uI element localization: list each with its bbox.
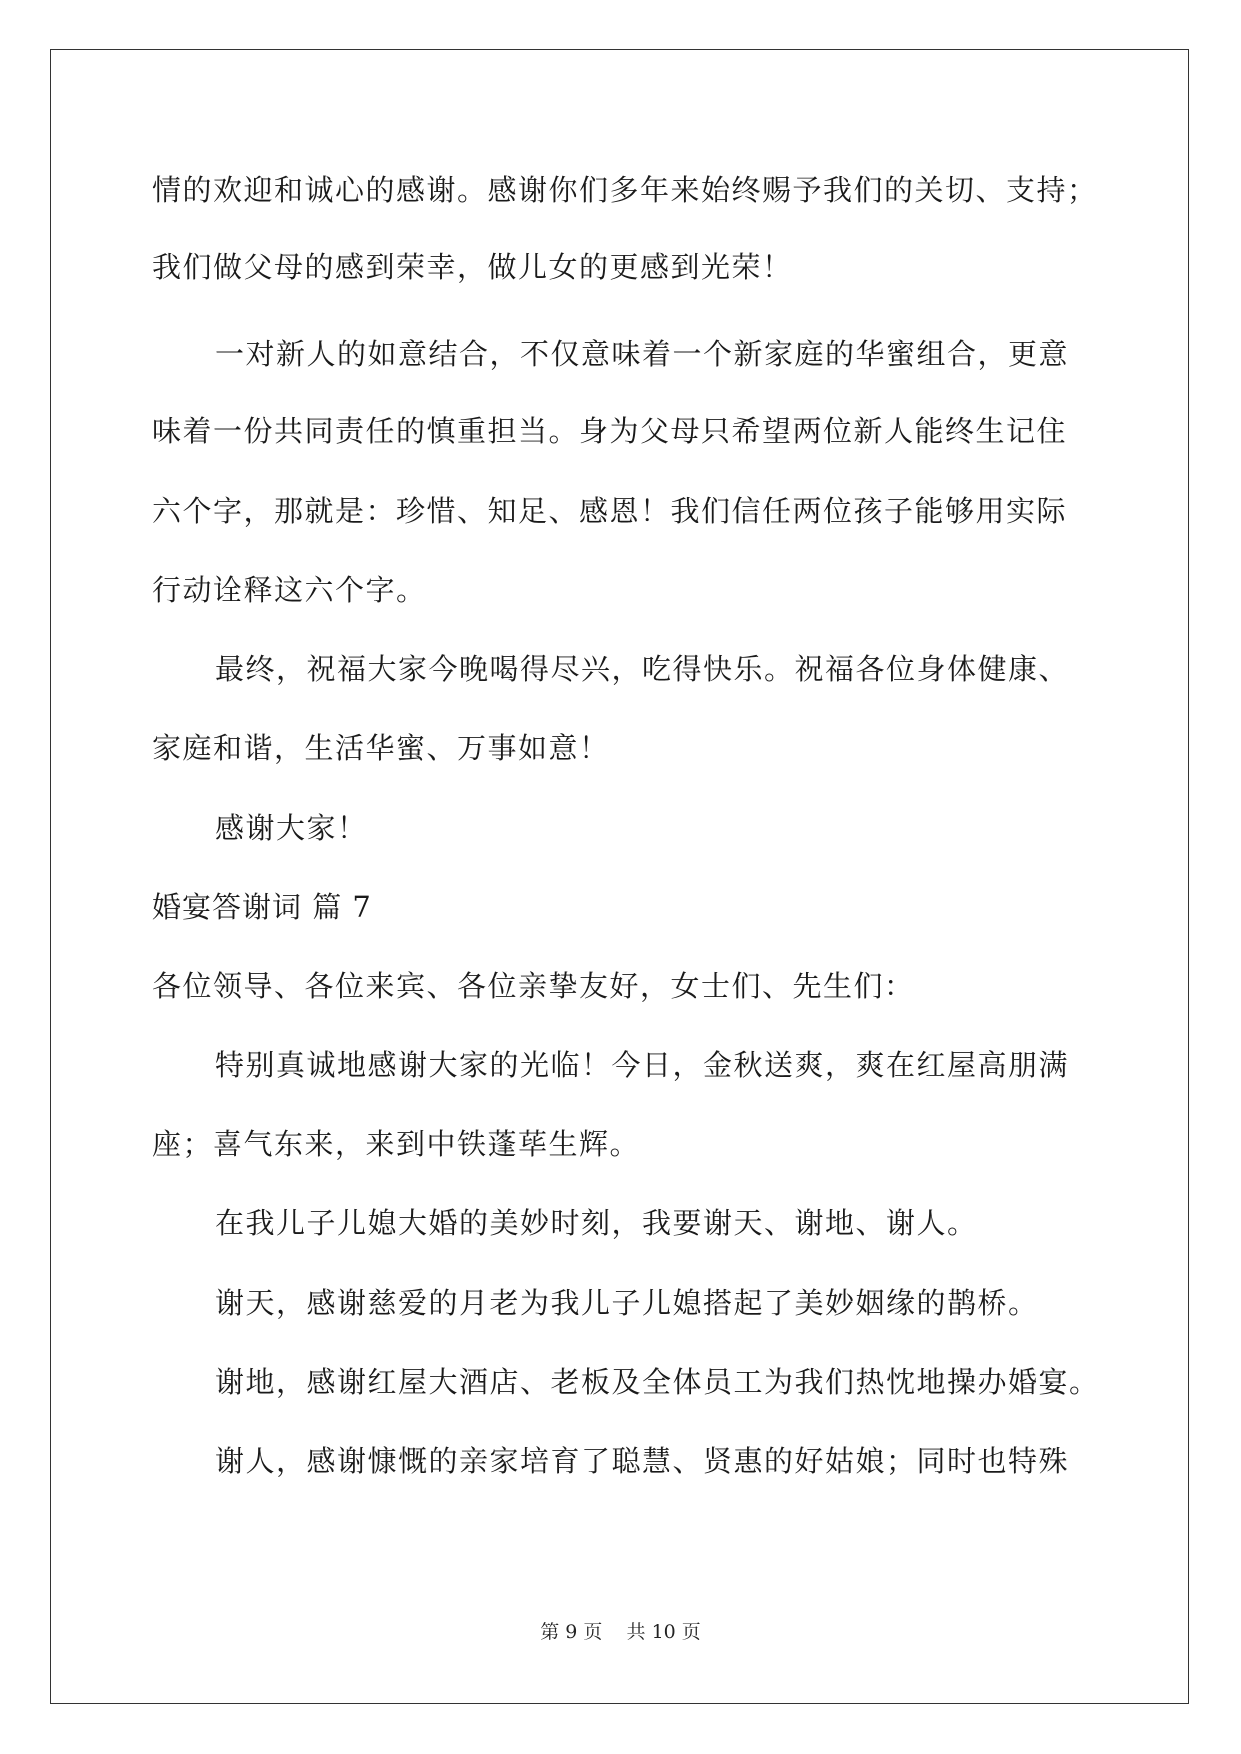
paragraph-line: 谢人，感谢慷慨的亲家培育了聪慧、贤惠的好姑娘；同时也特殊 <box>215 1444 1070 1478</box>
paragraph-line: 情的欢迎和诚心的感谢。感谢你们多年来始终赐予我们的关切、支持； <box>152 173 1098 207</box>
paragraph-line: 谢地，感谢红屋大酒店、老板及全体员工为我们热忱地操办婚宴。 <box>215 1365 1100 1399</box>
paragraph-line: 味着一份共同责任的慎重担当。身为父母只希望两位新人能终生记住 <box>152 414 1068 448</box>
paragraph-line: 感谢大家！ <box>215 811 368 845</box>
section-heading: 婚宴答谢词 篇 7 <box>152 890 372 924</box>
paragraph-line: 座；喜气东来，来到中铁蓬荜生辉。 <box>152 1127 641 1161</box>
paragraph-line: 谢天，感谢慈爱的月老为我儿子儿媳搭起了美妙姻缘的鹊桥。 <box>215 1286 1039 1320</box>
paragraph-line: 特别真诚地感谢大家的光临！今日，金秋送爽，爽在红屋高朋满 <box>215 1048 1070 1082</box>
paragraph-line: 一对新人的如意结合，不仅意味着一个新家庭的华蜜组合，更意 <box>215 337 1070 371</box>
salutation-line: 各位领导、各位来宾、各位亲挚友好，女士们、先生们： <box>152 969 915 1003</box>
paragraph-line: 最终，祝福大家今晚喝得尽兴，吃得快乐。祝福各位身体健康、 <box>215 652 1070 686</box>
paragraph-line: 六个字，那就是：珍惜、知足、感恩！我们信任两位孩子能够用实际 <box>152 494 1068 528</box>
paragraph-line: 家庭和谐，生活华蜜、万事如意！ <box>152 731 610 765</box>
paragraph-line: 行动诠释这六个字。 <box>152 573 427 607</box>
paragraph-line: 我们做父母的感到荣幸，做儿女的更感到光荣！ <box>152 250 793 284</box>
page-footer: 第 9 页 共 10 页 <box>540 1621 701 1643</box>
paragraph-line: 在我儿子儿媳大婚的美妙时刻，我要谢天、谢地、谢人。 <box>215 1206 978 1240</box>
